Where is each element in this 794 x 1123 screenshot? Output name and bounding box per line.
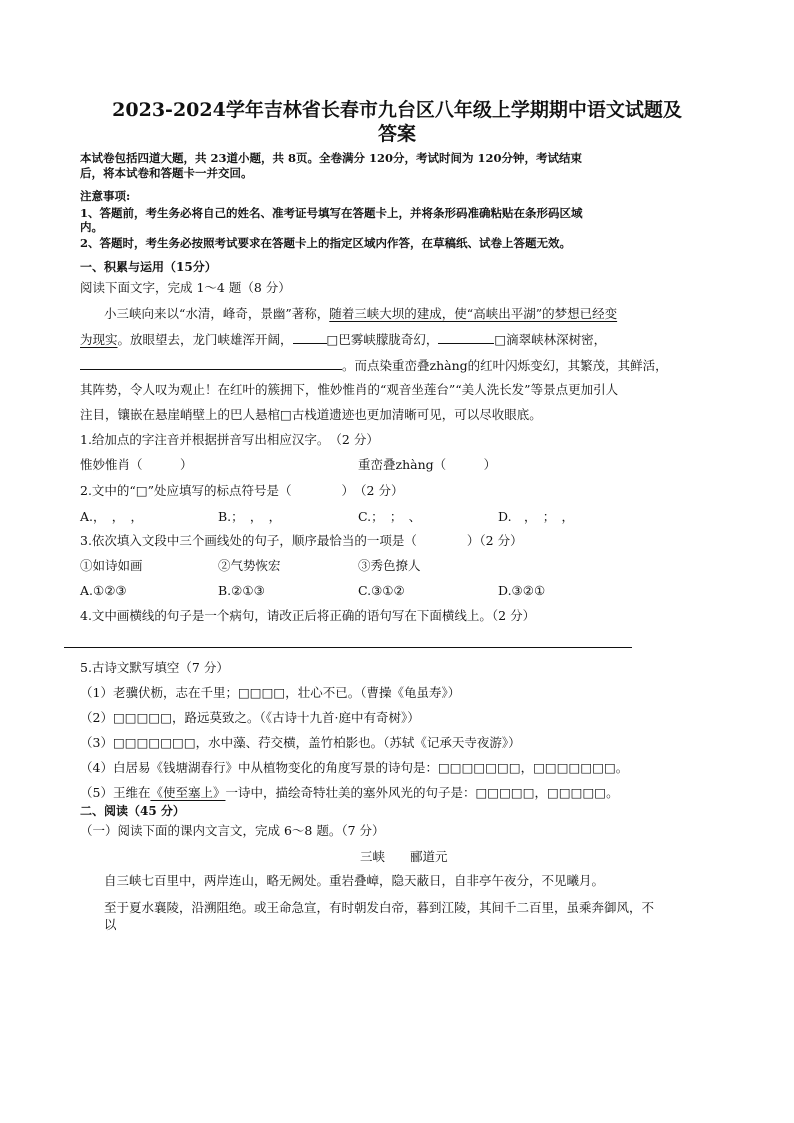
question-5-item-1: （1）老骥伏枥，志在千里；□□□□，壮心不已。（曹操《龟虽寿》） [80,685,461,700]
fill-blank-3[interactable] [80,357,342,370]
answer-line[interactable] [64,647,632,648]
intro-line-2: 后，将本试卷和答题卡一并交回。 [80,166,253,180]
question-1: 1.给加点的字注音并根据拼音写出相应汉字。 （2 分） [80,432,379,447]
faulty-sentence: 随着三峡大坝的建成，使“高峡出平湖”的梦想已经变 [329,306,618,321]
section-2-part-1: （一）阅读下面的课内文言文，完成 6～8 题。（7 分） [80,823,385,838]
question-3-sentence-3: ③秀色撩人 [358,558,421,573]
article-paragraph-2: 至于夏水襄陵，沿溯阻绝。或王命急宣，有时朝发白帝，暮到江陵，其间千二百里，虽乘奔御风，不 [104,900,655,915]
note-item-1-continued: 内。 [80,220,103,234]
question-5-item-5 [80,785,619,801]
item-text: （5）王维在 [80,785,151,800]
passage-line-1 [104,306,617,322]
article-title: 三峡 郦道元 [360,849,448,864]
question-5-item-2: （2）□□□□□，路远莫致之。（《古诗十九首·庭中有奇树》） [80,710,420,725]
question-2-option-b: B.； ， ， [218,509,282,524]
note-item-2: 2、答题时，考生务必按照考试要求在答题卡上的指定区域内作答，在草稿纸、试卷上答题无效。 [80,236,571,250]
passage-text: □滴翠峡林深树密， [494,332,607,347]
question-4: 4.文中画横线的句子是一个病句，请改正后将正确的语句写在下面横线上。（2 分） [80,608,536,623]
intro-line-1: 本试卷包括四道大题，共 23道小题，共 8页。全卷满分 120分，考试时间为 120分钟，考试结束 [80,151,583,165]
question-3-option-d: D.③②① [498,583,546,598]
passage-text: 小三峡向来以“水清，峰奇，景幽”著称， [104,306,330,321]
poem-title: 《使至塞上》 [150,785,226,800]
passage-text: □巴雾峡朦胧奇幻， [326,332,439,347]
page-title-continued: 答案 [377,123,416,145]
faulty-sentence-end: 为现实 [80,332,118,347]
item-text: 一诗中，描绘奇特壮美的塞外风光的句子是：□□□□□，□□□□□。 [225,785,619,800]
question-2: 2.文中的“□”处应填写的标点符号是（ ） （2 分） [80,483,404,498]
question-3: 3.依次填入文段中三个画线处的句子，顺序最恰当的一项是（ ）（2 分） [80,533,523,548]
question-1-item-a: 惟妙惟肖（ ） [80,457,193,472]
question-1-item-b: 重峦叠zhàng（ ） [358,457,497,472]
question-3-option-c: C.③①② [358,583,405,598]
question-2-option-a: A.， ， ， [80,509,144,524]
question-5-item-3: （3）□□□□□□□，水中藻、荇交横，盖竹柏影也。（苏轼《记承天寺夜游》） [80,735,521,750]
passage-line-5: 注目，镶嵌在悬崖峭壁上的巴人悬棺□古栈道遗迹也更加清晰可见，可以尽收眼底。 [80,407,542,422]
section-2-heading: 二、阅读（45 分） [80,804,185,818]
article-paragraph-2-continued: 以 [104,917,117,932]
fill-blank-2[interactable] [438,331,494,344]
question-3-option-b: B.②①③ [218,583,265,598]
question-3-option-a: A.①②③ [80,583,127,598]
notes-heading: 注意事项: [80,189,131,203]
question-2-option-d: D. ， ； ， [498,509,575,524]
passage-line-3 [80,357,668,374]
passage-line-4: 其阵势，令人叹为观止！在红叶的簇拥下，惟妙惟肖的“观音坐莲台”“美人洗长发”等景点更加引人 [80,382,619,397]
question-3-sentence-1: ①如诗如画 [80,558,143,573]
question-5: 5.古诗文默写填空（7 分） [80,660,229,675]
page-title: 2023-2024学年吉林省长春市九台区八年级上学期期中语文试题及 [112,99,682,121]
question-2-option-c: C.； ； 、 [358,509,422,524]
section-1-instruction: 阅读下面文字，完成 1～4 题（8 分） [80,280,291,295]
section-1-heading: 一、积累与运用（15分） [80,260,217,274]
passage-text: 。而点染重峦叠zhàng的红叶闪烁变幻，其繁茂，其鲜活， [342,358,668,373]
article-paragraph-1: 自三峡七百里中，两岸连山，略无阙处。重岩叠嶂，隐天蔽日，自非亭午夜分，不见曦月。 [104,873,605,888]
question-3-sentence-2: ②气势恢宏 [218,558,281,573]
passage-text: 。放眼望去，龙门峡雄浑开阔， [117,332,293,347]
passage-line-2 [80,331,606,348]
note-item-1: 1、答题前，考生务必将自己的姓名、准考证号填写在答题卡上，并将条形码准确粘贴在条形码区域 [80,206,583,220]
question-5-item-4: （4）白居易《钱塘湖春行》中从植物变化的角度写景的诗句是：□□□□□□□，□□□□□□□。 [80,760,629,775]
fill-blank-1[interactable] [293,331,327,344]
